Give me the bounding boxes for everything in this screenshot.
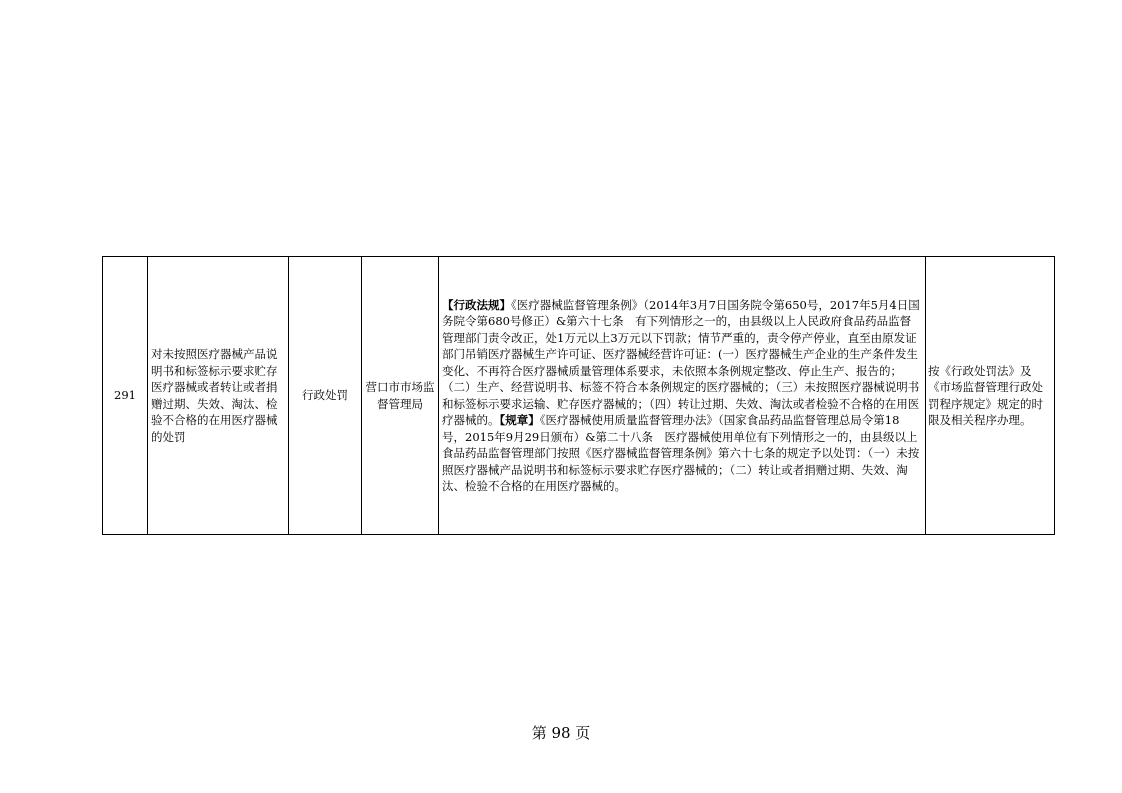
procedure: 按《行政处罚法》及《市场监督管理行政处罚程序规定》规定的时限及相关程序办理。	[926, 257, 1055, 535]
power-type: 行政处罚	[289, 257, 362, 535]
rule-label: 【规章】	[499, 413, 540, 427]
row-number: 291	[103, 257, 148, 535]
table-row	[103, 257, 1055, 535]
page-number: 第 98 页	[531, 724, 591, 742]
reg-text: 《医疗器械监督管理条例》（2014年3月7日国务院令第650号，2017年5月4日国务院令第680号修正）&第六十七条 有下列情形之一的，由县级以上人民政府食品药品监督管理部门责令改正，处1万元以上3万元以下罚款；情节严重的，责令停产停业，直至由原发证部门吊销医疗器械生产许可证、医疗器械经营许可证：(一）医疗器械生产企业的生产条件发生变化、不再符合医疗器械质量管理体系要求，未依照本条例规定整改、停止生产、报告的；（二）生产、经营说明书、标签不符合本条例规定的医疗器械的；（三）未按照医疗器械说明书和标签标示要求运输、贮存医疗器械的；（四）转让过期、失效、淘汰或者检验不合格的在用医疗器械的。	[442, 297, 920, 427]
rule-text: 《医疗器械使用质量监督管理办法》（国家食品药品监督管理总局令第18号，2015年9月29日颁布）&第二十八条 医疗器械使用单位有下列情形之一的，由县级以上食品药品监督管理部门按照《医疗器械监督管理条例》第六十七条的规定予以处罚：（一）未按照医疗器械产品说明书和标签标示要求贮存医疗器械的；（二）转让或者捐赠过期、失效、淘汰、检验不合格的在用医疗器械的。	[442, 413, 920, 493]
legal-basis	[439, 257, 926, 535]
item-name: 对未按照医疗器械产品说明书和标签标示要求贮存医疗器械或者转让或者捐赠过期、失效、淘汰、检验不合格的在用医疗器械的处罚	[148, 257, 289, 535]
reg-label: 【行政法规】	[442, 297, 511, 312]
implementing-authority: 营口市市场监督管理局	[362, 257, 439, 535]
enforcement-table	[102, 256, 1055, 535]
